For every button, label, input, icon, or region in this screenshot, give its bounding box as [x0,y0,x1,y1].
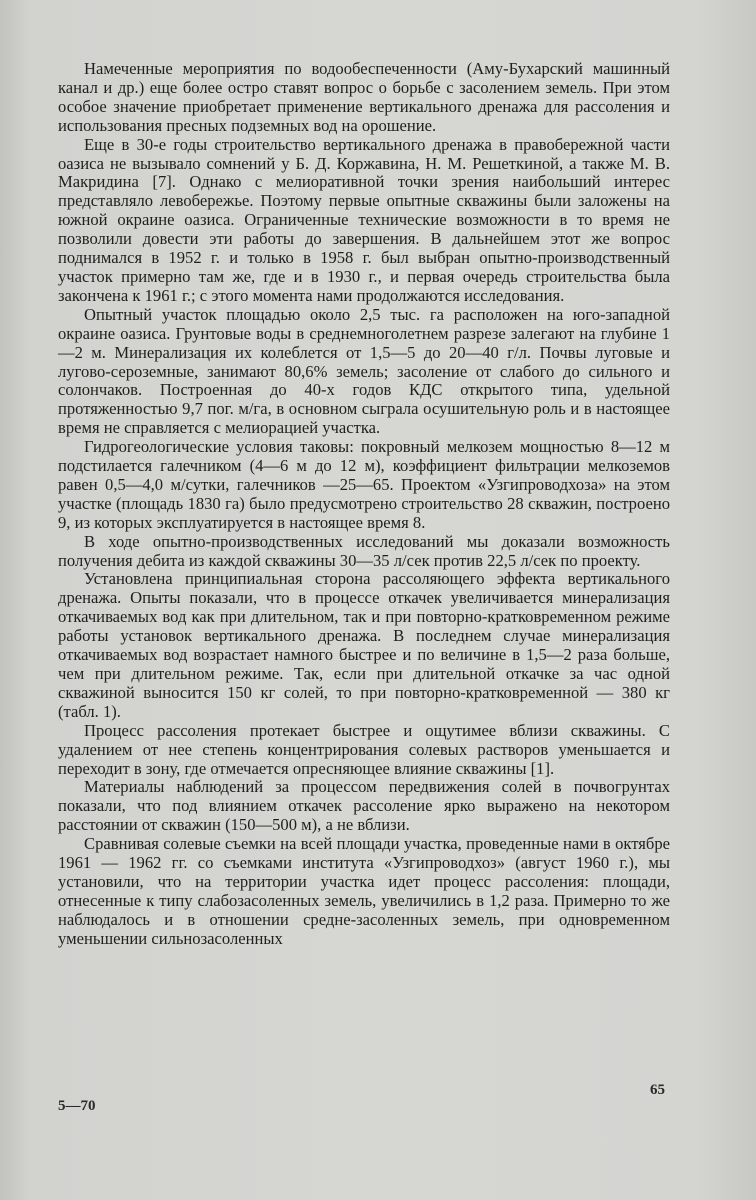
paragraph-9: Сравнивая солевые съемки на всей площади участка, проведенные нами в октябре 1961 — 1962 гг. со съемками института «Узгипроводхоз» (август 1960 г.), мы установили, что на территории участка идет процесс рассоления: площади, отнесенные к типу слабозасоленных земель, увеличились в 1,2 раза. Примерно то же наблюдалось и в отношении средне-засоленных земель, при одновременном уменьшении сильнозасоленных [58,834,670,948]
paragraph-6: Установлена принципиальная сторона рассоляющего эффекта вертикального дренажа. Опыты показали, что в процессе откачек увеличивается минерализация откачиваемых вод как при длительном, так и при повторно-кратковременном режиме работы установок вертикального дренажа. В последнем случае минерализация откачиваемых вод возрастает намного быстрее и по величине в 1,5—2 раза больше, чем при длительном режиме. Так, если при длительной откачке за час одной скважиной выносится 150 кг солей, то при повторно-кратковременной — 380 кг (табл. 1). [58,569,670,721]
paragraph-5: В ходе опытно-производственных исследований мы доказали возможность получения дебита из каждой скважины 30—35 л/сек против 22,5 л/сек по проекту. [58,531,670,570]
paragraph-7: Процесс рассоления протекает быстрее и ощутимее вблизи скважины. С удалением от нее степень концентрирования солевых растворов уменьшается и переходит в зону, где отмечается опресняющее влияние скважины [1]. [58,720,670,778]
paragraph-1: Намеченные мероприятия по водообеспеченности (Аму-Бухарский машинный канал и др.) еще более остро ставят вопрос о борьбе с засолением земель. При этом особое значение приобретает применение вертикального дренажа для рассоления и использования пресных подземных вод на орошение. [58,59,670,135]
body-text [58,60,670,949]
paragraph-4: Гидрогеологические условия таковы: покровный мелкозем мощностью 8—12 м подстилается галечником (4—6 м до 12 м), коэффициент фильтрации мелкоземов равен 0,5—4,0 м/сутки, галечников —25—65. Проектом «Узгипроводхоза» на этом участке (площадь 1830 га) было предусмотрено строительство 28 скважин, построено 9, из которых эксплуатируется в настоящее время 8. [58,437,670,532]
paragraph-2: Еще в 30-е годы строительство вертикального дренажа в правобережной части оазиса не вызывало сомнений у Б. Д. Коржавина, Н. М. Решеткиной, а также М. В. Макридина [7]. Однако с мелиоративной точки зрения наибольший интерес представляло левобережье. Поэтому первые опытные скважины были заложены на южной окраине оазиса. Ограниченные технические возможности в то время не позволили довести эти работы до завершения. В дальнейшем этот же вопрос поднимался в 1952 г. и только в 1958 г. был выбран опытно-производственный участок примерно там же, где и в 1930 г., и первая очередь строительства была закончена к 1961 г.; с этого момента нами продолжаются исследования. [58,134,670,305]
paragraph-3: Опытный участок площадью около 2,5 тыс. га расположен на юго-западной окраине оазиса. Грунтовые воды в среднемноголетнем разрезе залегают на глубине 1—2 м. Минерализация их колеблется от 1,5—5 до 20—40 г/л. Почвы луговые и лугово-сероземные, занимают 80,6% земель; засоление от слабого до сильного и солончаков. Построенная до 40-х годов КДС открытого типа, удельной протяженностью 9,7 пог. м/га, в основном сыграла осушительную роль и в настоящее время не справляется с мелиорацией участка. [58,304,670,438]
paragraph-8: Материалы наблюдений за процессом передвижения солей в почвогрунтах показали, что под влиянием откачек рассоление ярко выражено на некотором расстоянии от скважин (150—500 м), а не вблизи. [58,777,670,835]
printer-signature: 5—70 [58,1098,96,1114]
page-number: 65 [650,1082,665,1098]
